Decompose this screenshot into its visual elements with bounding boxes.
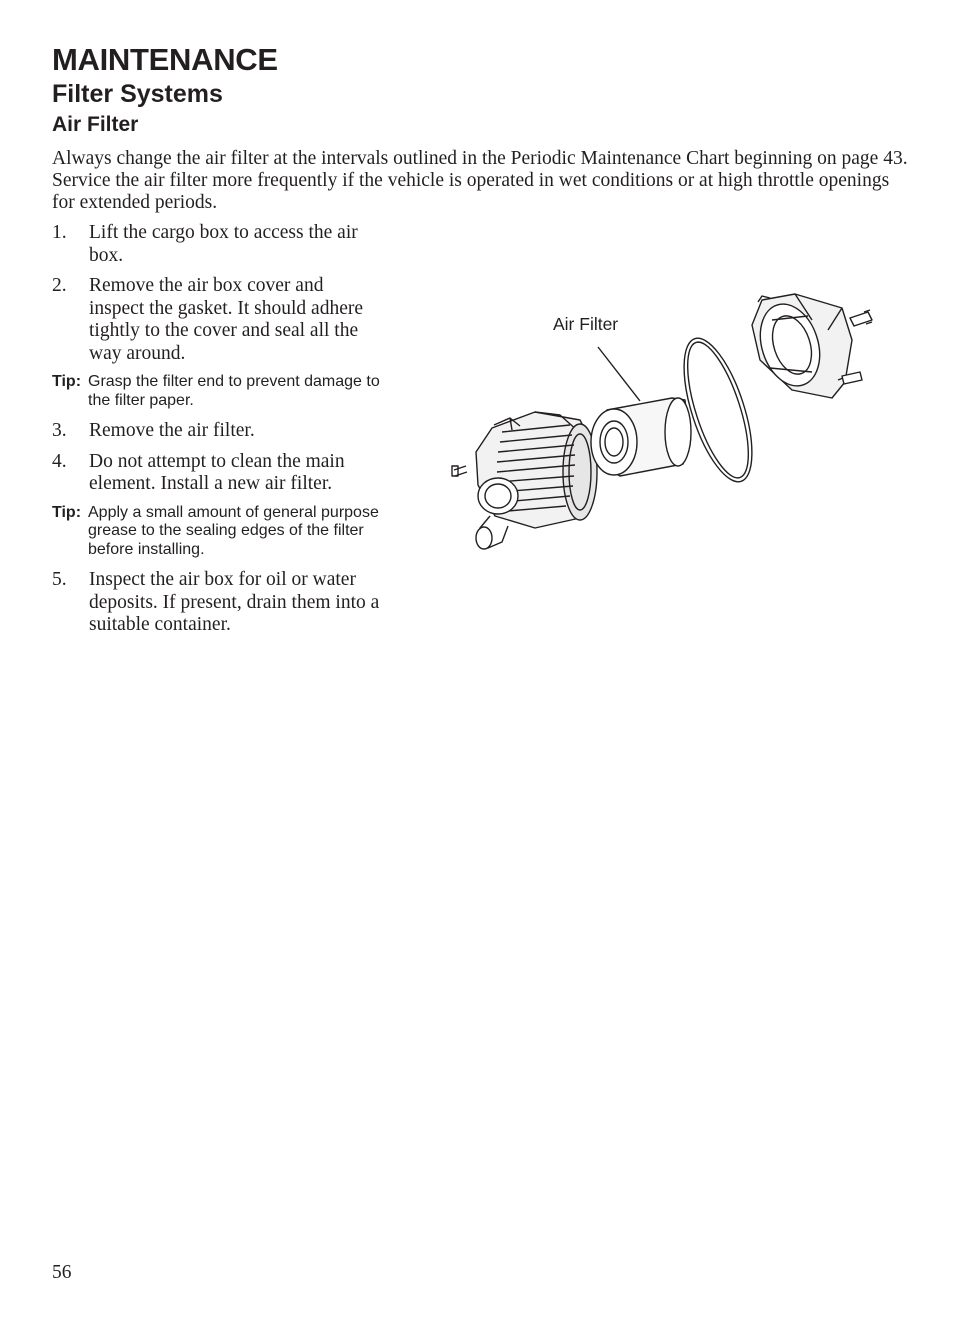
callout-leader-line xyxy=(598,347,640,401)
section-title: MAINTENANCE xyxy=(52,42,278,77)
step-text: Do not attempt to clean the main element. Install a new air filter. xyxy=(89,450,345,494)
step-item xyxy=(52,451,382,496)
step-item xyxy=(52,222,382,267)
tip-note xyxy=(52,504,382,560)
air-box-cover xyxy=(750,294,872,398)
subsection-title: Filter Systems xyxy=(52,80,223,108)
step-item xyxy=(52,275,382,365)
step-item xyxy=(52,569,382,637)
step-number: 5. xyxy=(52,569,67,590)
page-number: 56 xyxy=(52,1262,72,1283)
step-text: Remove the air filter. xyxy=(89,420,255,441)
step-text: Remove the air box cover and inspect the gasket. It should adhere tightly to the cover and seal all the way around. xyxy=(89,275,363,364)
step-number: 3. xyxy=(52,420,67,441)
figure-callout-label: Air Filter xyxy=(553,314,619,334)
step-number: 2. xyxy=(52,275,67,296)
step-number: 4. xyxy=(52,450,67,472)
procedure-column xyxy=(52,222,382,645)
tip-note xyxy=(52,373,382,410)
air-box-exploded-illustration xyxy=(440,280,890,570)
tip-text: Apply a small amount of general purpose grease to the sealing edges of the filter before installing. xyxy=(88,503,379,558)
tip-label: Tip: xyxy=(52,503,82,521)
topic-title: Air Filter xyxy=(52,113,139,136)
tip-text: Grasp the filter end to prevent damage to the filter paper. xyxy=(88,373,380,409)
air-filter-element xyxy=(591,398,691,476)
tip-label: Tip: xyxy=(52,373,82,390)
step-text: Lift the cargo box to access the air box. xyxy=(89,222,358,266)
air-box-body xyxy=(452,412,597,549)
step-item xyxy=(52,420,382,443)
intro-paragraph: Always change the air filter at the intervals outlined in the Periodic Maintenance Chart beginning on page 43. Service the air filter more frequently if the vehicle is operated in wet conditions or at high throttle openings for extended periods. xyxy=(52,148,908,213)
step-text: Inspect the air box for oil or water deposits. If present, drain them into a suitable container. xyxy=(89,569,380,635)
step-number: 1. xyxy=(52,222,67,243)
